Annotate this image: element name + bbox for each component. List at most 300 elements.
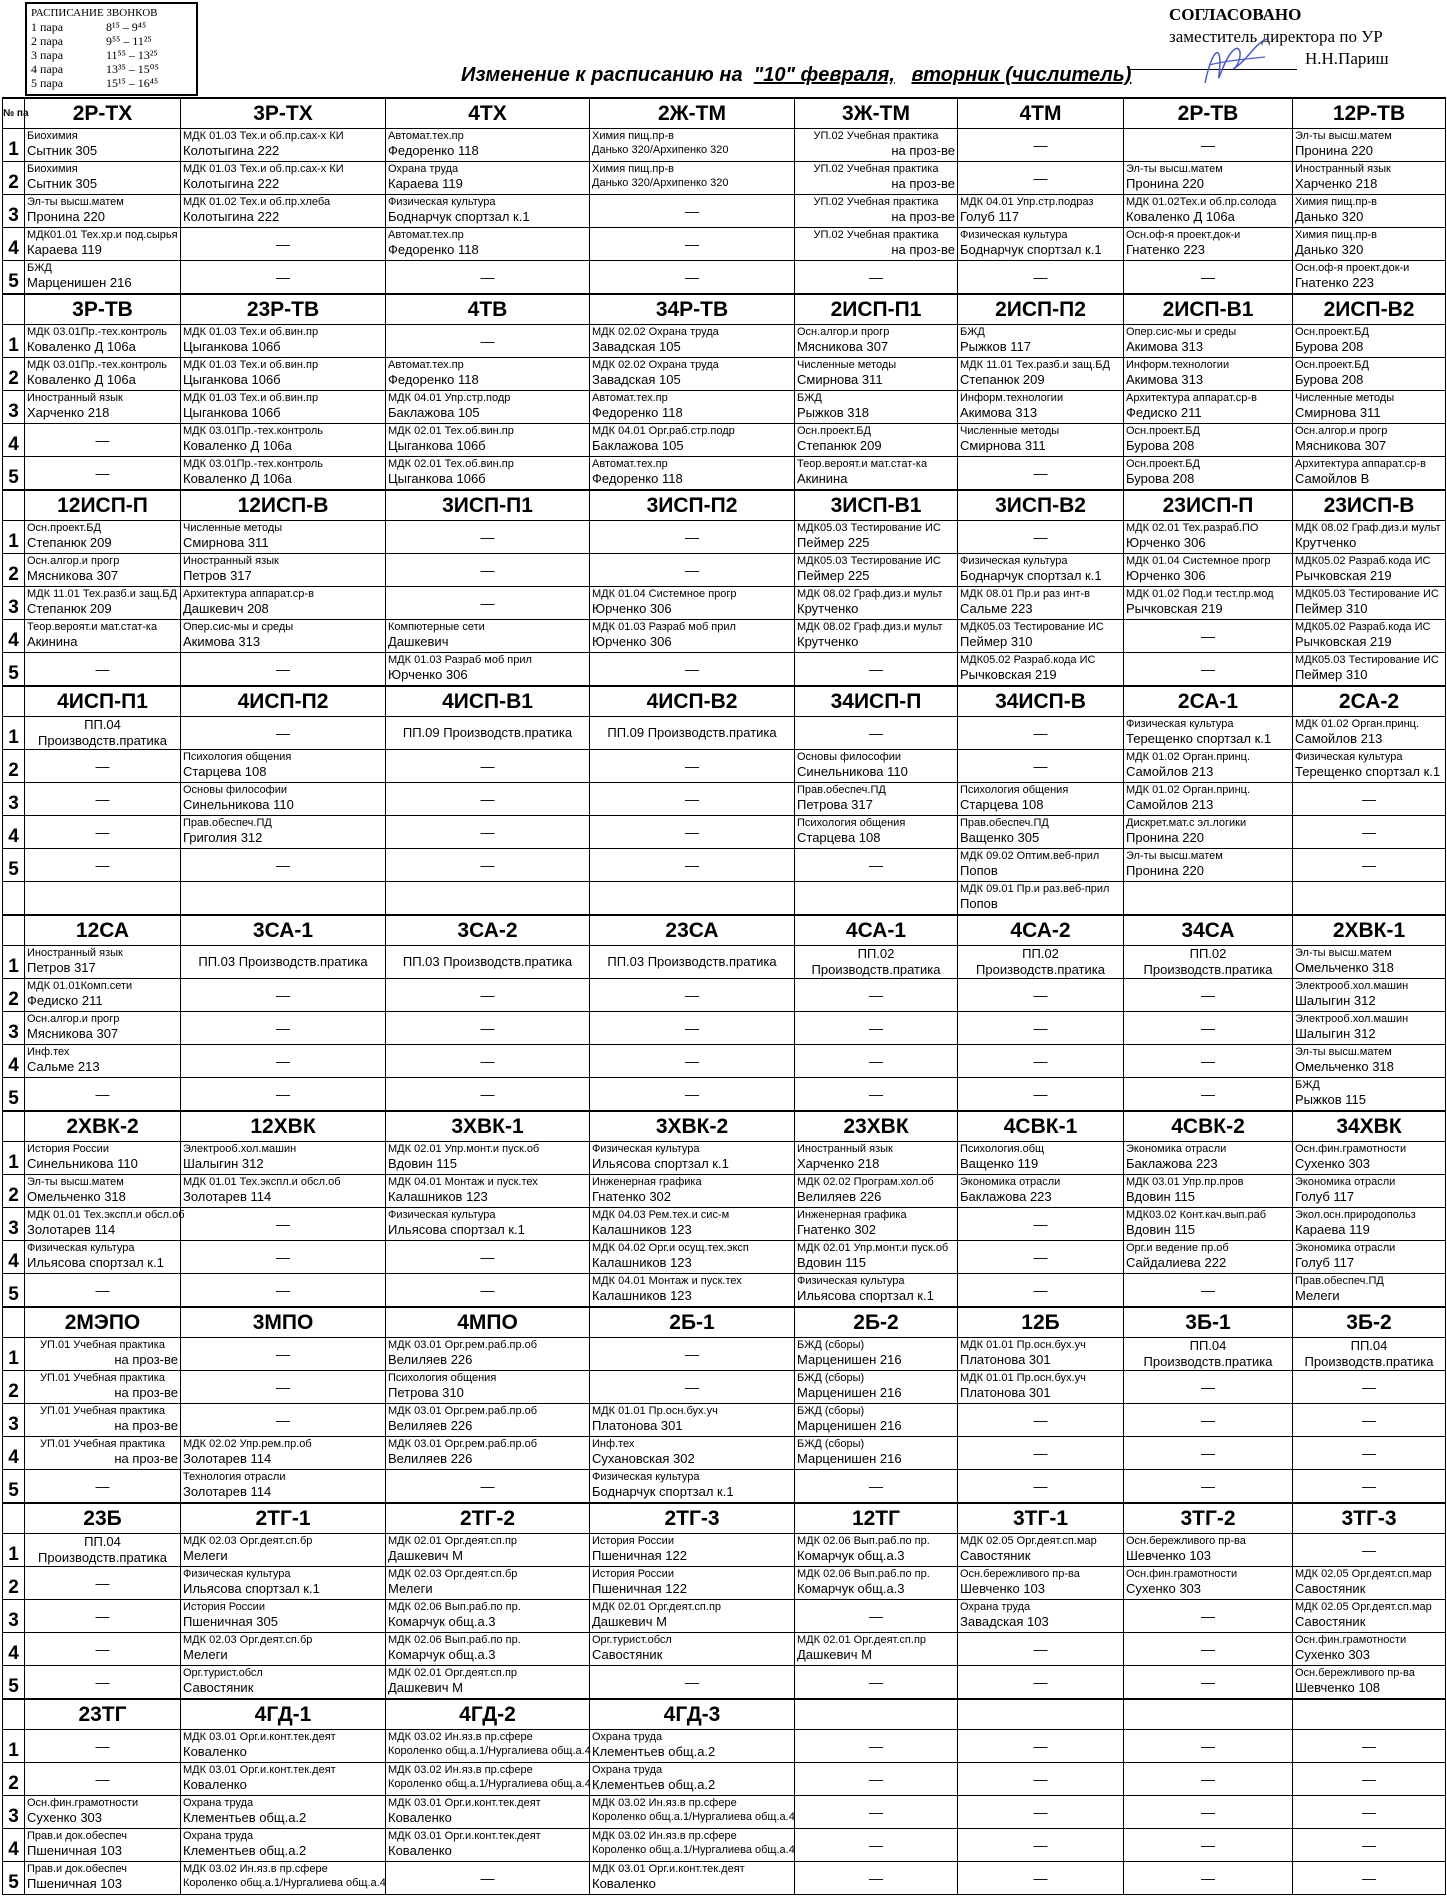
- group-name: 2ИСП-В2: [1293, 294, 1446, 325]
- subject: ПП.04: [1189, 1338, 1227, 1353]
- empty-cell: —: [181, 1371, 386, 1404]
- lesson-cell: [1293, 228, 1446, 261]
- empty-cell: —: [1124, 1796, 1293, 1829]
- empty-cell: —: [25, 1274, 181, 1308]
- subject: Психология общения: [960, 784, 1069, 796]
- lesson-cell: [590, 946, 795, 979]
- subject: Информ.технологии: [960, 392, 1064, 404]
- lesson-cell: [25, 1338, 181, 1371]
- lesson-cell: [1124, 325, 1293, 358]
- subject: Эл-ты высш.матем: [1126, 850, 1223, 862]
- subject: МДК 02.01 Орг.деят.сп.пр: [592, 1601, 722, 1613]
- lesson-row: [3, 717, 1446, 750]
- teacher-room: Савостяник: [183, 1680, 254, 1695]
- lesson-cell: [1293, 457, 1446, 491]
- lesson-cell: [25, 1142, 181, 1175]
- empty-cell: —: [386, 521, 590, 554]
- page-title: [461, 64, 1131, 87]
- lesson-row: [3, 457, 1446, 491]
- subject: УП.02 Учебная практика: [813, 229, 939, 241]
- lesson-cell: [386, 1633, 590, 1666]
- teacher-room: Баклажова 105: [592, 438, 684, 453]
- subject: Автомат.тех.пр: [388, 359, 464, 371]
- lesson-cell: [590, 1142, 795, 1175]
- lesson-cell: [590, 129, 795, 162]
- subject: Автомат.тех.пр: [388, 130, 464, 142]
- subject: Инф.тех: [27, 1046, 70, 1058]
- empty-cell: —: [386, 783, 590, 816]
- subject: Экономика отрасли: [1126, 1143, 1227, 1155]
- subject: Экономика отрасли: [1295, 1176, 1396, 1188]
- lesson-cell: [590, 587, 795, 620]
- teacher-room: Самойлов 213: [1126, 797, 1214, 812]
- lesson-cell: [958, 816, 1124, 849]
- empty-cell: —: [958, 717, 1124, 750]
- empty-cell: —: [25, 849, 181, 882]
- teacher-room: Савостяник: [1295, 1614, 1366, 1629]
- empty-cell: [795, 882, 958, 916]
- subject: МДК 01.04 Системное прогр: [1126, 555, 1271, 567]
- lesson-cell: [1124, 1241, 1293, 1274]
- lesson-row: [3, 587, 1446, 620]
- lesson-row: [3, 653, 1446, 687]
- empty-cell: —: [25, 1470, 181, 1504]
- lesson-cell: [386, 129, 590, 162]
- lesson-cell: [795, 424, 958, 457]
- subject: Охрана труда: [183, 1830, 254, 1842]
- bell-time: 11⁵⁵ – 13²⁵: [106, 48, 158, 62]
- subject: БЖД: [1295, 1079, 1320, 1091]
- lesson-row: [3, 521, 1446, 554]
- lesson-row: [3, 882, 1446, 916]
- empty-cell: —: [590, 1338, 795, 1371]
- subject: ПП.04: [84, 1534, 121, 1549]
- lesson-cell: [958, 587, 1124, 620]
- lesson-cell: [386, 1404, 590, 1437]
- teacher-room: Федоренко 118: [388, 143, 479, 158]
- lesson-cell: [1124, 1142, 1293, 1175]
- teacher-room: Степанюк 209: [797, 438, 882, 453]
- bell-schedule: [25, 2, 198, 96]
- subject: Осн.фин.грамотности: [1295, 1143, 1407, 1155]
- group-name: 3ХВК-2: [590, 1111, 795, 1142]
- lesson-row: [3, 1241, 1446, 1274]
- subject: ПП.02: [1022, 946, 1059, 961]
- empty-cell: —: [1293, 1829, 1446, 1862]
- teacher-room: Караева 119: [27, 242, 102, 257]
- empty-cell: —: [590, 228, 795, 261]
- subject: Инженерная графика: [797, 1209, 907, 1221]
- teacher-room: Голуб 117: [1295, 1255, 1355, 1270]
- lesson-cell: [25, 1371, 181, 1404]
- empty-cell: —: [795, 1796, 958, 1829]
- subject: Численные методы: [797, 359, 897, 371]
- lesson-cell: [958, 783, 1124, 816]
- lesson-cell: [590, 1600, 795, 1633]
- empty-cell: —: [386, 1274, 590, 1308]
- group-name: 34Р-ТВ: [590, 294, 795, 325]
- teacher-room: Пронина 220: [27, 209, 105, 224]
- subject: Электрооб.хол.машин: [1295, 1013, 1409, 1025]
- pair-number-header: [3, 1111, 25, 1142]
- lesson-cell: [795, 750, 958, 783]
- empty-cell: —: [958, 1796, 1124, 1829]
- empty-cell: —: [795, 1600, 958, 1633]
- subject: МДК 01.03 Разраб моб прил: [388, 654, 532, 666]
- empty-cell: —: [1124, 1730, 1293, 1763]
- lesson-cell: [958, 946, 1124, 979]
- subject: Осн.бережливого пр-ва: [1295, 1667, 1415, 1679]
- lesson-cell: [795, 325, 958, 358]
- subject: Осн.алгор.и прогр: [27, 555, 120, 567]
- teacher-room: Платонова 301: [592, 1418, 683, 1433]
- pair-number-header: [3, 1307, 25, 1338]
- pair-number-header: [3, 294, 25, 325]
- subject: МДК 03.01 Орг.и.конт.тек.деят: [388, 1830, 541, 1842]
- lesson-row: [3, 1763, 1446, 1796]
- teacher-room: Терещенко спортзал к.1: [1295, 764, 1441, 779]
- teacher-room: на проз-ве: [114, 1451, 178, 1466]
- empty-cell: —: [958, 1829, 1124, 1862]
- bell-pair: 5 пара: [31, 76, 64, 90]
- subject: МДК 09.02 Оптим.веб-прил: [960, 850, 1100, 862]
- lesson-cell: [181, 1862, 386, 1895]
- teacher-room: Боднарчук спортзал к.1: [960, 242, 1102, 257]
- teacher-room: Короленко общ.а.1/Нургалиева общ.а.4: [592, 1844, 795, 1856]
- subject: УП.02 Учебная практика: [813, 130, 939, 142]
- lesson-cell: [1124, 849, 1293, 882]
- lesson-cell: [1293, 424, 1446, 457]
- teacher-room: Золотарев 114: [183, 1189, 272, 1204]
- subject: МДК 04.01 Упр.стр.подр: [388, 392, 511, 404]
- lesson-cell: [181, 358, 386, 391]
- lesson-cell: [25, 129, 181, 162]
- empty-cell: [590, 882, 795, 916]
- pair-number: 2: [3, 750, 25, 783]
- lesson-row: [3, 1862, 1446, 1895]
- teacher-room: Калашников 123: [388, 1189, 488, 1204]
- empty-cell: —: [181, 1078, 386, 1112]
- empty-cell: —: [590, 750, 795, 783]
- subject: МДК05.02 Разраб.кода ИС: [1295, 555, 1431, 567]
- teacher-room: Марценишен 216: [797, 1352, 902, 1367]
- lesson-row: [3, 816, 1446, 849]
- subject: Автомат.тех.пр: [388, 229, 464, 241]
- group-name: 23ИСП-В: [1293, 490, 1446, 521]
- lesson-cell: [958, 1534, 1124, 1567]
- teacher-room: Сухенко 303: [27, 1810, 103, 1825]
- subject: Автомат.тех.пр: [592, 392, 668, 404]
- group-name: 2ТГ-3: [590, 1503, 795, 1534]
- teacher-room: Коваленко: [592, 1876, 656, 1891]
- group-header-row: [3, 1503, 1446, 1534]
- empty-cell: —: [795, 1829, 958, 1862]
- pair-number: 3: [3, 587, 25, 620]
- subject: ПП.03 Производств.пратика: [402, 954, 573, 969]
- pair-number: 3: [3, 1796, 25, 1829]
- teacher-room: Клементьев общ.а.2: [592, 1777, 716, 1792]
- lesson-cell: [386, 195, 590, 228]
- empty-cell: —: [1124, 979, 1293, 1012]
- subject: МДК 02.03 Орг.деят.сп.бр: [388, 1568, 518, 1580]
- teacher-room: Акинина: [797, 471, 848, 486]
- group-name: 4ГД-3: [590, 1699, 795, 1730]
- subject: Архитектура аппарат.ср-в: [1126, 392, 1257, 404]
- teacher-room: Попов: [960, 896, 998, 911]
- group-name: 23ХВК: [795, 1111, 958, 1142]
- empty-cell: —: [795, 979, 958, 1012]
- group-name: 12Р-ТВ: [1293, 98, 1446, 129]
- group-name: 4СВК-1: [958, 1111, 1124, 1142]
- group-name: 34ХВК: [1293, 1111, 1446, 1142]
- lesson-cell: [1293, 979, 1446, 1012]
- lesson-row: [3, 946, 1446, 979]
- subject: МДК 02.01 Тех.разраб.ПО: [1126, 522, 1259, 534]
- teacher-room: Пронина 220: [1126, 830, 1204, 845]
- lesson-cell: [25, 195, 181, 228]
- lesson-cell: [958, 1371, 1124, 1404]
- lesson-cell: [25, 1012, 181, 1045]
- group-name: 3ИСП-В1: [795, 490, 958, 521]
- empty-cell: —: [590, 1371, 795, 1404]
- teacher-room: Дашкевич М: [388, 1548, 463, 1563]
- teacher-room: Шалыгин 312: [1295, 993, 1376, 1008]
- subject: ПП.02: [1189, 946, 1227, 961]
- teacher-room: Мелеги: [183, 1647, 228, 1662]
- teacher-room: Боднарчук спортзал к.1: [592, 1484, 734, 1499]
- lesson-cell: [1124, 391, 1293, 424]
- subject: МДК 01.01 Пр.осн.бух.уч: [960, 1339, 1086, 1351]
- lesson-cell: [181, 129, 386, 162]
- lesson-cell: [1124, 1338, 1293, 1371]
- lesson-cell: [1293, 1208, 1446, 1241]
- teacher-room: Пшеничная 305: [183, 1614, 278, 1629]
- group-name: 4МПО: [386, 1307, 590, 1338]
- lesson-cell: [590, 1730, 795, 1763]
- subject: Биохимия: [27, 130, 78, 142]
- empty-cell: —: [795, 653, 958, 687]
- teacher-room: Колотыгина 222: [183, 209, 280, 224]
- empty-cell: —: [386, 1012, 590, 1045]
- teacher-room: Клементьев общ.а.2: [592, 1744, 716, 1759]
- lesson-cell: [795, 1241, 958, 1274]
- teacher-room: Юрченко 306: [1126, 535, 1206, 550]
- lesson-cell: [181, 816, 386, 849]
- empty-cell: —: [590, 783, 795, 816]
- lesson-cell: [181, 1175, 386, 1208]
- teacher-room: Крутченко: [797, 601, 859, 616]
- lesson-cell: [25, 162, 181, 195]
- lesson-cell: [590, 1437, 795, 1470]
- subject: Экол.осн.природопольз: [1295, 1209, 1416, 1221]
- lesson-cell: [590, 1763, 795, 1796]
- empty-cell: —: [1293, 1796, 1446, 1829]
- lesson-cell: [1293, 1142, 1446, 1175]
- subject: Иностранный язык: [27, 392, 123, 404]
- empty-cell: —: [1293, 783, 1446, 816]
- teacher-room: Шевченко 103: [960, 1581, 1046, 1596]
- empty-cell: —: [958, 1763, 1124, 1796]
- lesson-cell: [958, 554, 1124, 587]
- lesson-cell: [795, 946, 958, 979]
- teacher-room: Коваленко Д 106а: [1126, 209, 1235, 224]
- subject: Осн.проект.БД: [27, 522, 101, 534]
- teacher-room: Мясникова 307: [27, 568, 119, 583]
- empty-cell: —: [181, 653, 386, 687]
- lesson-row: [3, 1078, 1446, 1112]
- subject: Опер.сис-мы и среды: [183, 621, 294, 633]
- lesson-cell: [1124, 195, 1293, 228]
- empty-cell: —: [386, 1862, 590, 1895]
- subject: МДК 03.01Пр.-тех.контроль: [27, 359, 168, 371]
- lesson-cell: [1124, 750, 1293, 783]
- lesson-cell: [181, 783, 386, 816]
- subject: Физическая культура: [592, 1471, 700, 1483]
- teacher-room: Юрченко 306: [1126, 568, 1206, 583]
- lesson-cell: [25, 1404, 181, 1437]
- empty-cell: —: [590, 816, 795, 849]
- subject: Осн.фин.грамотности: [1126, 1568, 1238, 1580]
- subject: Физическая культура: [1295, 751, 1403, 763]
- teacher-room: Короленко общ.а.1/Нургалиева общ.а.4: [388, 1745, 591, 1757]
- group-name: [1293, 1699, 1446, 1730]
- lesson-cell: [386, 228, 590, 261]
- teacher-room: Цыганкова 106б: [388, 438, 486, 453]
- group-name: 4ИСП-В1: [386, 686, 590, 717]
- lesson-cell: [1124, 1567, 1293, 1600]
- lesson-row: [3, 750, 1446, 783]
- teacher-room: Баклажова 223: [1126, 1156, 1218, 1171]
- group-header-row: [3, 686, 1446, 717]
- lesson-row: [3, 1045, 1446, 1078]
- lesson-cell: [1293, 946, 1446, 979]
- subject: МДК 01.01Комп.сети: [27, 980, 133, 992]
- teacher-room: Пшеничная 103: [27, 1843, 122, 1858]
- bell-time: 13³⁵ – 15⁰⁵: [106, 62, 159, 76]
- subject: История России: [592, 1535, 674, 1547]
- lesson-row: [3, 1338, 1446, 1371]
- bell-row: [31, 34, 192, 48]
- teacher-room: Вдовин 115: [1126, 1189, 1196, 1204]
- subject: ПП.02: [857, 946, 895, 961]
- teacher-room: Дашкевич М: [797, 1647, 872, 1662]
- lesson-cell: [590, 457, 795, 491]
- lesson-cell: [590, 620, 795, 653]
- group-name: 3ИСП-В2: [958, 490, 1124, 521]
- subject: МДК 02.06 Вып.раб.по пр.: [797, 1568, 930, 1580]
- teacher-room: Комарчук общ.а.3: [388, 1614, 496, 1629]
- teacher-room: Ильясова спортзал к.1: [388, 1222, 525, 1237]
- lesson-cell: [1293, 195, 1446, 228]
- group-name: 2ХВК-2: [25, 1111, 181, 1142]
- subject: МДК 03.02 Ин.яз.в пр.сфере: [592, 1797, 737, 1809]
- subject: Иностранный язык: [1295, 163, 1391, 175]
- teacher-room: Смирнова 311: [797, 372, 883, 387]
- teacher-room: Пшеничная 122: [592, 1581, 687, 1596]
- subject: МДК 02.06 Вып.раб.по пр.: [797, 1535, 930, 1547]
- subject: МДК 01.01 Тех.экспл.и обсл.об: [183, 1176, 341, 1188]
- empty-cell: —: [386, 1241, 590, 1274]
- lesson-cell: [181, 457, 386, 491]
- empty-cell: —: [795, 1045, 958, 1078]
- empty-cell: —: [795, 849, 958, 882]
- lesson-cell: [1124, 554, 1293, 587]
- lesson-cell: [958, 1600, 1124, 1633]
- subject: Инф.тех: [592, 1438, 635, 1450]
- teacher-room: на проз-ве: [114, 1352, 178, 1367]
- teacher-room: Акимова 313: [1126, 372, 1204, 387]
- pair-number: 1: [3, 129, 25, 162]
- pair-number: 1: [3, 717, 25, 750]
- teacher-room: Данько 320: [1295, 242, 1364, 257]
- teacher-room: Коваленко Д 106а: [27, 372, 136, 387]
- teacher-room: на проз-ве: [114, 1418, 178, 1433]
- empty-cell: —: [25, 1567, 181, 1600]
- subject: Иностранный язык: [183, 555, 279, 567]
- bell-row: [31, 76, 192, 90]
- teacher-room: Попов: [960, 863, 998, 878]
- teacher-room: Мясникова 307: [1295, 438, 1387, 453]
- teacher-room: Цыганкова 106б: [183, 405, 281, 420]
- teacher-room: Рыжков 115: [1295, 1092, 1367, 1107]
- subject: МДК 03.02 Ин.яз.в пр.сфере: [388, 1731, 533, 1743]
- subject: Эл-ты высш.матем: [27, 196, 124, 208]
- empty-cell: —: [25, 1078, 181, 1112]
- empty-cell: —: [1124, 1666, 1293, 1700]
- empty-cell: —: [1293, 849, 1446, 882]
- teacher-room: Платонова 301: [960, 1352, 1051, 1367]
- teacher-room: Шевченко 108: [1295, 1680, 1381, 1695]
- lesson-cell: [25, 358, 181, 391]
- empty-cell: —: [958, 261, 1124, 295]
- empty-cell: [181, 882, 386, 916]
- lesson-cell: [1293, 261, 1446, 295]
- group-name: 2СА-2: [1293, 686, 1446, 717]
- teacher-room: Дашкевич М: [388, 1680, 463, 1695]
- pair-number: 4: [3, 816, 25, 849]
- lesson-cell: [1293, 129, 1446, 162]
- subject: Химия пищ.пр-в: [1295, 229, 1377, 241]
- bell-row: [31, 20, 192, 34]
- teacher-room: Гнатенко 302: [592, 1189, 672, 1204]
- teacher-room: Синельникова 110: [183, 797, 294, 812]
- lesson-row: [3, 1274, 1446, 1308]
- subject: Автомат.тех.пр: [592, 458, 668, 470]
- title-date: "10" февраля,: [753, 64, 895, 86]
- lesson-cell: [958, 653, 1124, 687]
- teacher-room: Бурова 208: [1295, 339, 1364, 354]
- lesson-cell: [590, 1241, 795, 1274]
- bell-pair: 1 пара: [31, 20, 64, 34]
- teacher-room: Рычковская 219: [960, 667, 1057, 682]
- subject: Численные методы: [960, 425, 1060, 437]
- teacher-room: Производств.пратика: [38, 1550, 167, 1565]
- lesson-cell: [795, 1534, 958, 1567]
- subject: Численные методы: [1295, 392, 1395, 404]
- subject: ПП.09 Производств.пратика: [402, 725, 573, 740]
- lesson-cell: [590, 325, 795, 358]
- empty-cell: —: [386, 587, 590, 620]
- empty-cell: —: [1124, 1763, 1293, 1796]
- group-name: 3Б-2: [1293, 1307, 1446, 1338]
- empty-cell: —: [1124, 620, 1293, 653]
- empty-cell: —: [1124, 1371, 1293, 1404]
- subject: Осн.алгор.и прогр: [797, 326, 890, 338]
- teacher-room: Акимова 313: [1126, 339, 1204, 354]
- lesson-cell: [795, 1437, 958, 1470]
- lesson-cell: [795, 620, 958, 653]
- empty-cell: —: [1124, 1470, 1293, 1504]
